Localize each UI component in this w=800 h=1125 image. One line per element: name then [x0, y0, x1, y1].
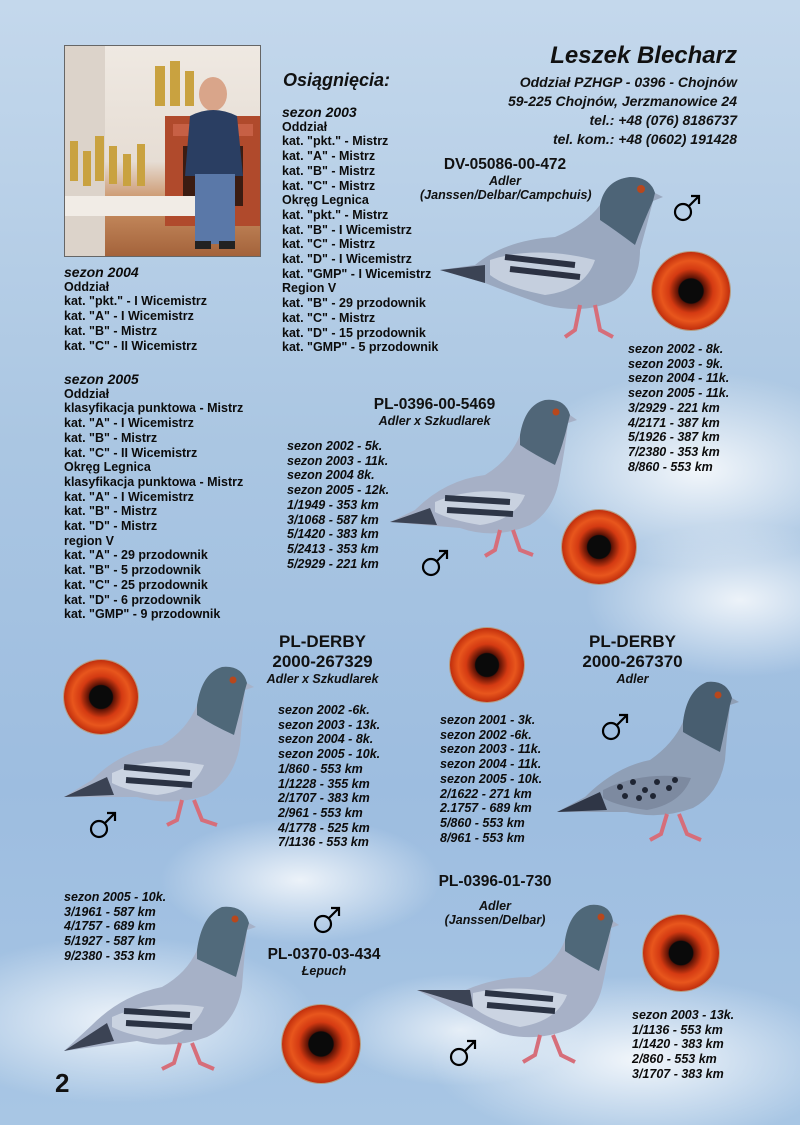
- bird-1-male-symbol: [672, 193, 702, 223]
- text-line: kat. "A" - I Wicemistrz: [64, 489, 194, 504]
- text-line: 1/1949 - 353 km: [287, 497, 379, 512]
- text-line: kat. "C" - II Wicemistrz: [64, 445, 198, 460]
- text-line: sezon 2005 - 10k.: [440, 771, 543, 786]
- bird-4-stats: [440, 713, 542, 845]
- breeder-photo: [64, 45, 261, 257]
- bird-3-line1: Adler x Szkudlarek: [266, 672, 379, 686]
- text-line: sezon 2005 - 10k.: [64, 890, 167, 904]
- text-line: klasyfikacja punktowa - Mistrz: [64, 401, 244, 416]
- text-line: 4/1778 - 525 km: [278, 820, 370, 835]
- text-line: sezon 2005 - 12k.: [287, 483, 390, 498]
- text-line: kat. "C" - II Wicemistrz: [64, 338, 198, 353]
- text-line: 2/1707 - 383 km: [278, 791, 370, 806]
- bird-1-pigeon-image: [435, 165, 675, 350]
- bird-4-pigeon-image: [555, 672, 740, 852]
- text-line: 4/2171 - 387 km: [628, 415, 720, 430]
- text-line: 2/1622 - 271 km: [440, 786, 532, 801]
- page-number: 2: [55, 1068, 70, 1098]
- text-line: sezon 2002 -6k.: [440, 727, 532, 742]
- text-line: 5/1927 - 587 km: [64, 934, 156, 949]
- bird-1-stats: [628, 342, 729, 474]
- bird-1-eye: [652, 252, 730, 330]
- breeder-address-2: 59-225 Chojnów, Jerzmanowice 24: [507, 93, 737, 109]
- bird-4-eye: [450, 628, 524, 702]
- text-line: kat. "B" - Mistrz: [64, 323, 158, 338]
- text-line: 2/961 - 553 km: [278, 805, 363, 820]
- season-2005-block: [64, 372, 243, 622]
- text-line: Okręg Legnica: [282, 193, 369, 208]
- text-line: kat. "D" - I Wicemistrz: [282, 252, 412, 267]
- bird-6-male-symbol: [448, 1038, 478, 1068]
- bird-3-male-symbol: [88, 810, 118, 840]
- season-2004-title: sezon 2004: [64, 264, 139, 280]
- text-line: kat. "D" - 6 przodownik: [64, 592, 201, 607]
- bird-5-male-symbol: [312, 905, 342, 935]
- text-line: 9/2380 - 353 km: [64, 948, 156, 963]
- text-line: 7/2380 - 353 km: [628, 444, 720, 459]
- text-line: kat. "B" - I Wicemistrz: [282, 222, 412, 237]
- text-line: kat. "D" - Mistrz: [64, 519, 158, 534]
- text-line: 5/2929 - 221 km: [287, 556, 379, 571]
- text-line: 3/1707 - 383 km: [632, 1066, 724, 1081]
- text-line: kat. "B" - 29 przodownik: [282, 296, 426, 311]
- breeder-address-1: Oddział PZHGP - 0396 - Chojnów: [519, 74, 737, 90]
- bird-2-male-symbol: [420, 548, 450, 578]
- bird-5-ring: PL-0370-03-434: [267, 946, 381, 963]
- text-line: kat. "C" - 25 przodownik: [64, 577, 208, 592]
- season-2003-lines: [282, 120, 438, 355]
- text-line: sezon 2002 - 8k.: [628, 342, 724, 356]
- season-2005-title: sezon 2005: [64, 371, 139, 387]
- text-line: kat. "pkt." - Mistrz: [282, 207, 389, 222]
- bird-6-eye: [643, 915, 719, 991]
- text-line: kat. "C" - Mistrz: [282, 237, 376, 252]
- bird-1-line1: Adler: [489, 174, 521, 188]
- text-line: sezon 2003 - 11k.: [287, 453, 389, 468]
- text-line: 5/2413 - 353 km: [287, 541, 379, 556]
- achievements-title: Osiągnięcia:: [283, 70, 391, 90]
- text-line: sezon 2004 - 11k.: [628, 371, 730, 386]
- text-line: 5/1926 - 387 km: [628, 430, 720, 445]
- season-2004-block: [64, 265, 207, 353]
- text-line: kat. "B" - 5 przodownik: [64, 563, 201, 578]
- text-line: 3/2929 - 221 km: [628, 400, 720, 415]
- text-line: 5/860 - 553 km: [440, 815, 525, 830]
- bird-3-stats: [278, 703, 380, 850]
- bird-5-line1: Łepuch: [301, 964, 347, 978]
- text-line: Region V: [282, 281, 337, 296]
- text-line: 1/1420 - 383 km: [632, 1037, 724, 1052]
- text-line: sezon 2002 -6k.: [278, 703, 370, 717]
- season-2003-title: sezon 2003: [282, 104, 357, 120]
- bird-1-ring: DV-05086-00-472: [443, 156, 567, 173]
- text-line: 5/1420 - 383 km: [287, 527, 379, 542]
- text-line: kat. "B" - Mistrz: [64, 504, 158, 519]
- bird-6-ring: PL-0396-01-730: [438, 873, 552, 890]
- text-line: 2/860 - 553 km: [632, 1052, 717, 1067]
- text-line: kat. "GMP" - I Wicemistrz: [282, 266, 432, 281]
- season-2005-lines: [64, 387, 243, 622]
- breeder-info: [508, 42, 737, 149]
- bird-1-line2: (Janssen/Delbar/Campchuis): [420, 188, 592, 202]
- bird-3-ring-1: PL-DERBY: [279, 632, 366, 651]
- season-2003-block: [282, 105, 438, 355]
- text-line: kat. "pkt." - Mistrz: [282, 134, 389, 149]
- text-line: kat. "A" - Mistrz: [282, 149, 376, 164]
- bird-6-line2: (Janssen/Delbar): [444, 913, 546, 927]
- bird-5-pigeon-image: [62, 895, 262, 1080]
- breeder-photo-image: [65, 46, 260, 256]
- text-line: Oddział: [64, 386, 110, 401]
- text-line: sezon 2005 - 11k.: [628, 386, 730, 401]
- text-line: Oddział: [64, 279, 110, 294]
- text-line: 1/1136 - 553 km: [632, 1022, 723, 1037]
- text-line: Okręg Legnica: [64, 460, 151, 475]
- text-line: kat. "GMP" - 9 przodownik: [64, 607, 221, 622]
- text-line: kat. "A" - 29 przodownik: [64, 548, 208, 563]
- bird-4-ring-1: PL-DERBY: [589, 632, 676, 651]
- breeder-name: Leszek Blecharz: [550, 42, 737, 69]
- text-line: klasyfikacja punktowa - Mistrz: [64, 474, 244, 489]
- bird-2-pigeon-image: [385, 390, 580, 570]
- bird-2-ring: PL-0396-00-5469: [373, 396, 496, 413]
- text-line: sezon 2003 - 11k.: [440, 742, 542, 757]
- text-line: kat. "pkt." - I Wicemistrz: [64, 294, 208, 309]
- bird-2-line1: Adler x Szkudlarek: [378, 414, 491, 428]
- bird-6-stats: [632, 1008, 734, 1082]
- text-line: 4/1757 - 689 km: [64, 919, 156, 934]
- text-line: region V: [64, 533, 115, 548]
- bird-4-line1: Adler: [616, 672, 649, 686]
- breeder-mobile: tel. kom.: +48 (0602) 191428: [552, 131, 737, 147]
- text-line: sezon 2004 - 8k.: [278, 732, 374, 747]
- text-line: Oddział: [282, 119, 328, 134]
- breeder-phone: tel.: +48 (076) 8186737: [589, 112, 737, 128]
- text-line: sezon 2003 - 13k.: [278, 717, 381, 732]
- text-line: 3/1961 - 587 km: [64, 904, 156, 919]
- text-line: kat. "D" - 15 przodownik: [282, 325, 426, 340]
- bird-6-line1: Adler: [479, 899, 511, 913]
- text-line: sezon 2002 - 5k.: [287, 439, 383, 453]
- text-line: sezon 2001 - 3k.: [440, 713, 536, 727]
- text-line: kat. "B" - Mistrz: [64, 430, 158, 445]
- text-line: kat. "A" - I Wicemistrz: [64, 416, 194, 431]
- text-line: 2.1757 - 689 km: [440, 801, 532, 816]
- text-line: sezon 2004 8k.: [287, 468, 375, 483]
- text-line: kat. "C" - Mistrz: [282, 178, 376, 193]
- season-2004-lines: [64, 280, 207, 354]
- bird-2-stats: [287, 439, 389, 571]
- bird-3-ring-2: 2000-267329: [272, 652, 373, 671]
- bird-2-eye: [562, 510, 636, 584]
- text-line: sezon 2005 - 10k.: [278, 747, 381, 762]
- bird-6-pigeon-image: [415, 895, 620, 1080]
- text-line: kat. "GMP" - 5 przodownik: [282, 340, 439, 355]
- bird-3-header: [250, 632, 395, 686]
- text-line: 8/860 - 553 km: [628, 459, 713, 474]
- text-line: 1/1228 - 355 km: [278, 776, 370, 791]
- text-line: sezon 2003 - 9k.: [628, 356, 724, 371]
- text-line: 7/1136 - 553 km: [278, 835, 369, 850]
- text-line: 3/1068 - 587 km: [287, 512, 379, 527]
- bird-5-header: [250, 946, 398, 978]
- text-line: kat. "A" - I Wicemistrz: [64, 309, 194, 324]
- text-line: 1/860 - 553 km: [278, 761, 363, 776]
- text-line: 8/961 - 553 km: [440, 830, 525, 845]
- text-line: kat. "B" - Mistrz: [282, 163, 376, 178]
- text-line: sezon 2004 - 11k.: [440, 757, 542, 772]
- text-line: kat. "C" - Mistrz: [282, 310, 376, 325]
- text-line: sezon 2003 - 13k.: [632, 1008, 735, 1022]
- bird-4-ring-2: 2000-267370: [582, 652, 683, 671]
- bird-5-eye: [282, 1005, 360, 1083]
